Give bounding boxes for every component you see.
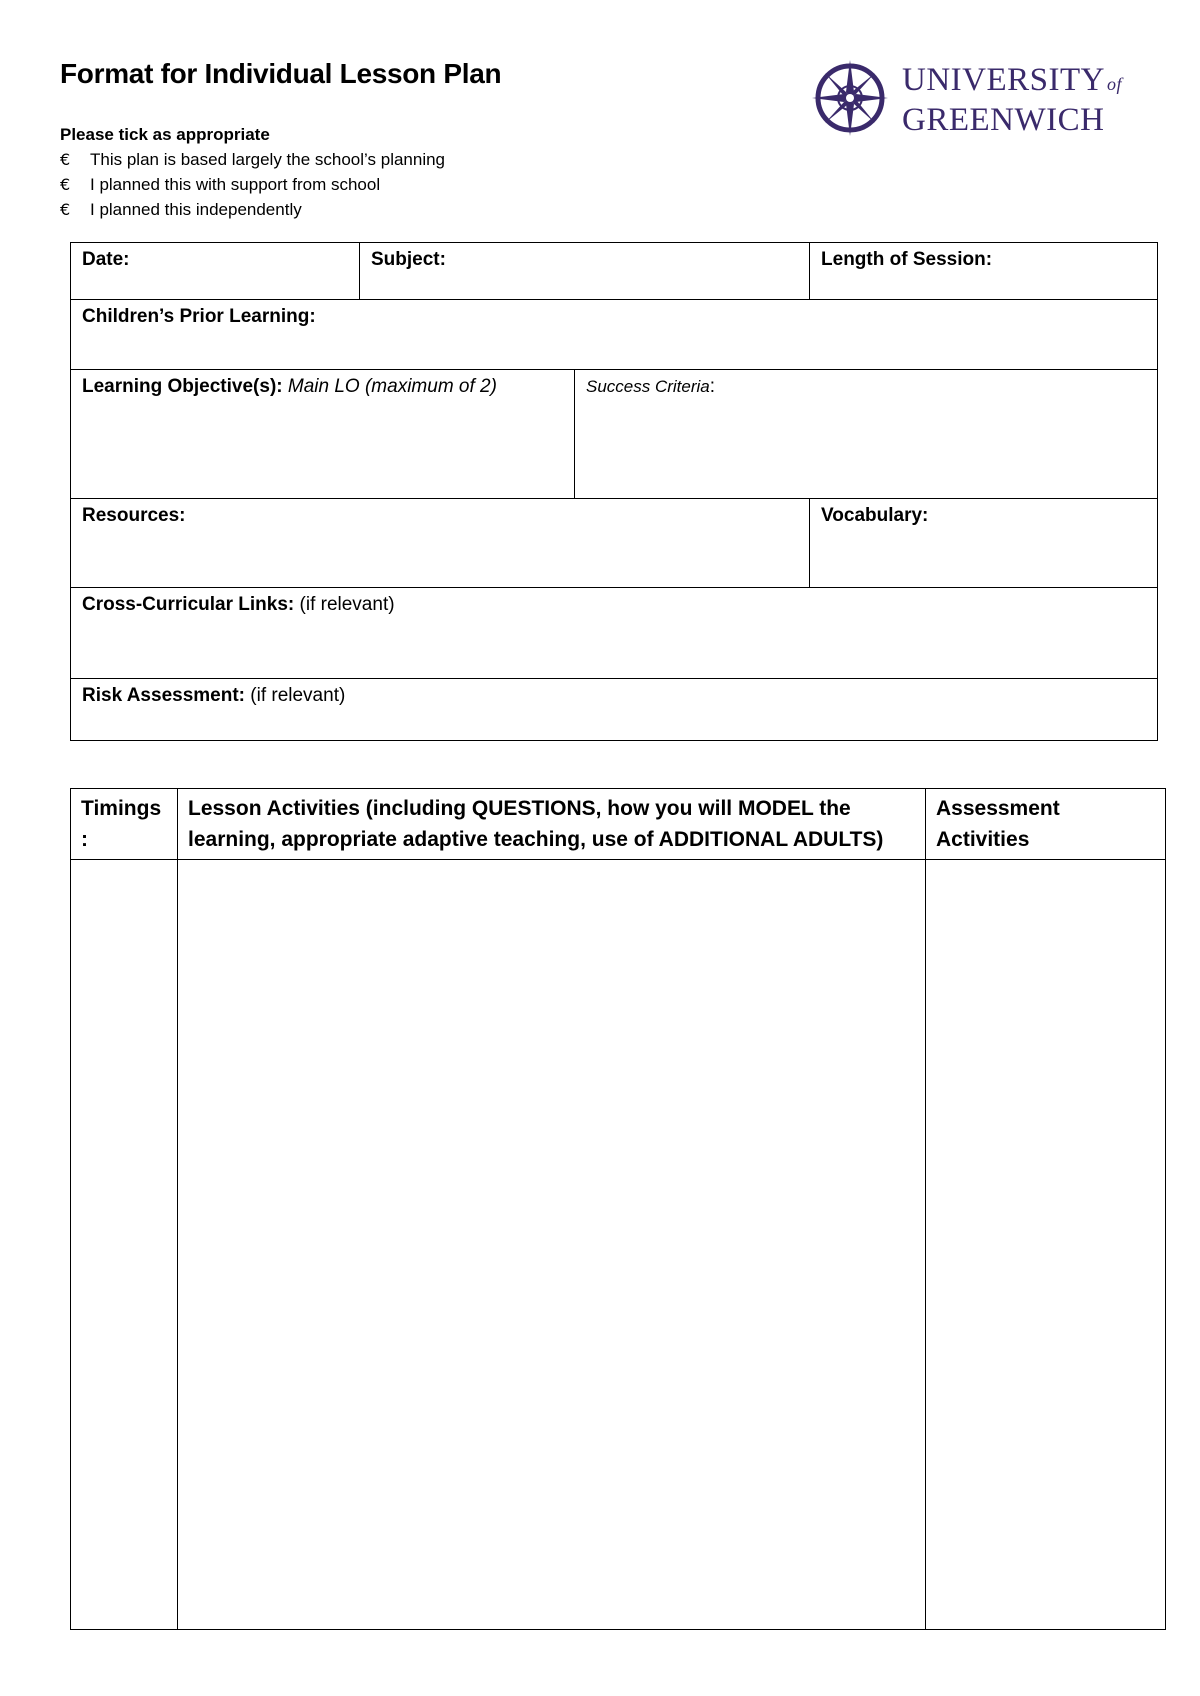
checkbox-icon[interactable]: € [60,200,71,219]
activities-header: Lesson Activities (including QUESTIONS, how you will MODEL the learning, appropriate adaptive teaching, use of ADDITIONAL ADULTS) [178,789,926,860]
date-field[interactable] [71,243,360,300]
tick-option[interactable] [60,172,445,197]
length-label: Length of Session: [821,249,993,270]
lesson-info-table [70,242,1158,741]
success-criteria-colon: : [709,376,716,397]
subject-label: Subject: [371,249,446,270]
risk-assessment-note: (if relevant) [250,685,346,706]
checkbox-icon[interactable]: € [60,150,71,169]
tick-heading: Please tick as appropriate [60,125,270,144]
prior-learning-field[interactable] [71,300,1158,370]
logo-line2: GREENWICH [902,102,1105,138]
assessment-header: Assessment Activities [926,789,1166,860]
learning-objectives-field[interactable] [71,370,575,499]
tick-option-label: I planned this with support from school [90,175,381,194]
success-criteria-field[interactable] [575,370,1158,499]
risk-assessment-label: Risk Assessment: [82,685,245,706]
date-label: Date: [82,249,130,270]
compass-rose-icon [810,58,890,138]
resources-field[interactable] [71,499,810,588]
risk-assessment-field[interactable] [71,679,1158,741]
success-criteria-label: Success Criteria [586,377,710,396]
cross-curricular-note: (if relevant) [299,594,395,615]
vocabulary-label: Vocabulary: [821,505,929,526]
tick-option-label: I planned this independently [90,200,302,219]
timings-header: Timings : [71,789,178,860]
cross-curricular-field[interactable] [71,588,1158,679]
lesson-activities-table [70,788,1166,1630]
tick-options [60,122,445,222]
logo-line1: UNIVERSITY [902,62,1105,98]
university-logo [810,58,1140,138]
subject-field[interactable] [360,243,810,300]
checkbox-icon[interactable]: € [60,175,71,194]
cross-curricular-label: Cross-Curricular Links: [82,594,295,615]
tick-option[interactable] [60,197,445,222]
vocabulary-field[interactable] [810,499,1158,588]
tick-option-label: This plan is based largely the school’s planning [90,150,446,169]
length-field[interactable] [810,243,1158,300]
timings-cell[interactable] [71,860,178,1630]
tick-option[interactable] [60,147,445,172]
page-title: Format for Individual Lesson Plan [60,58,502,89]
learning-objectives-label: Learning Objective(s): [82,376,283,397]
assessment-cell[interactable] [926,860,1166,1630]
learning-objectives-note: Main LO (maximum of 2) [287,376,497,397]
logo-of: of [1106,74,1122,94]
activities-cell[interactable] [178,860,926,1630]
prior-learning-label: Children’s Prior Learning: [82,306,316,327]
resources-label: Resources: [82,505,186,526]
